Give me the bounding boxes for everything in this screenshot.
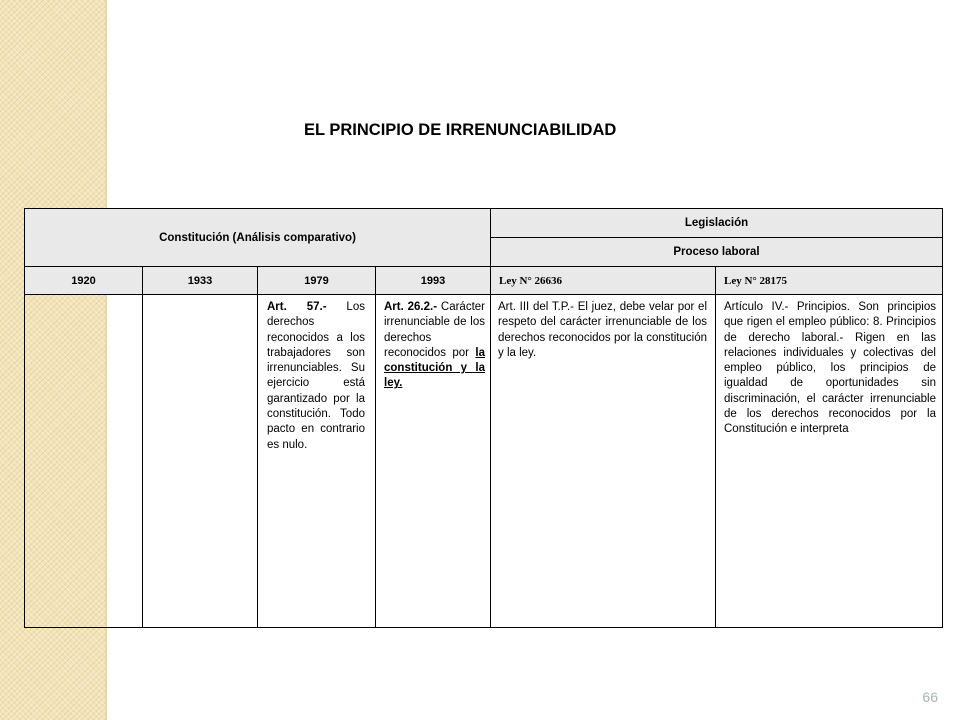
content-row xyxy=(25,295,943,628)
ley-28175-header: Ley N° 28175 xyxy=(716,267,943,295)
header-row-1 xyxy=(25,209,943,238)
cell-1920 xyxy=(25,295,143,628)
header-row-3 xyxy=(25,267,943,295)
article-26-2-text: Carácter irrenunciable de los derechos reconocidos por xyxy=(384,301,485,359)
article-57-label: Art. 57.- xyxy=(267,301,327,313)
cell-1993-article xyxy=(376,295,491,628)
cell-ley-26636-text: Art. III del T.P.- El juez, debe velar por el respeto del carácter irrenunciable de los derechos reconocidos por la constitución y la ley. xyxy=(491,295,716,628)
comparison-table xyxy=(24,208,943,628)
legislacion-header: Legislación xyxy=(491,209,943,238)
article-26-2-label: Art. 26.2.- xyxy=(384,301,438,313)
article-26-2-emphasis: la constitución y la ley. xyxy=(384,346,485,390)
ley-26636-header: Ley N° 26636 xyxy=(491,267,716,295)
constitucion-header: Constitución (Análisis comparativo) xyxy=(25,209,491,267)
page-number: 66 xyxy=(922,689,938,705)
year-1979-header: 1979 xyxy=(258,267,376,295)
page-title: EL PRINCIPIO DE IRRENUNCIABILIDAD xyxy=(304,121,617,139)
year-1920-header: 1920 xyxy=(25,267,143,295)
year-1933-header: 1933 xyxy=(143,267,258,295)
proceso-laboral-header: Proceso laboral xyxy=(491,238,943,267)
article-57-text: Los derechos reconocidos a los trabajadores son irrenunciables. Su ejercicio está garantizado por la constitución. Todo pacto en contrario es nulo. xyxy=(267,301,365,451)
cell-1933 xyxy=(143,295,258,628)
year-1993-header: 1993 xyxy=(376,267,491,295)
cell-1979-article xyxy=(258,295,376,628)
cell-ley-28175-text: Artículo IV.- Principios. Son principios que rigen el empleo público: 8. Principios de derecho laboral.- Rigen en las relaciones individuales y colectivas del empleo público, los principios de igualdad de oportunidades sin discriminación, el carácter irrenunciable de los derechos reconocidos por la Constitución e interpreta xyxy=(716,295,943,628)
